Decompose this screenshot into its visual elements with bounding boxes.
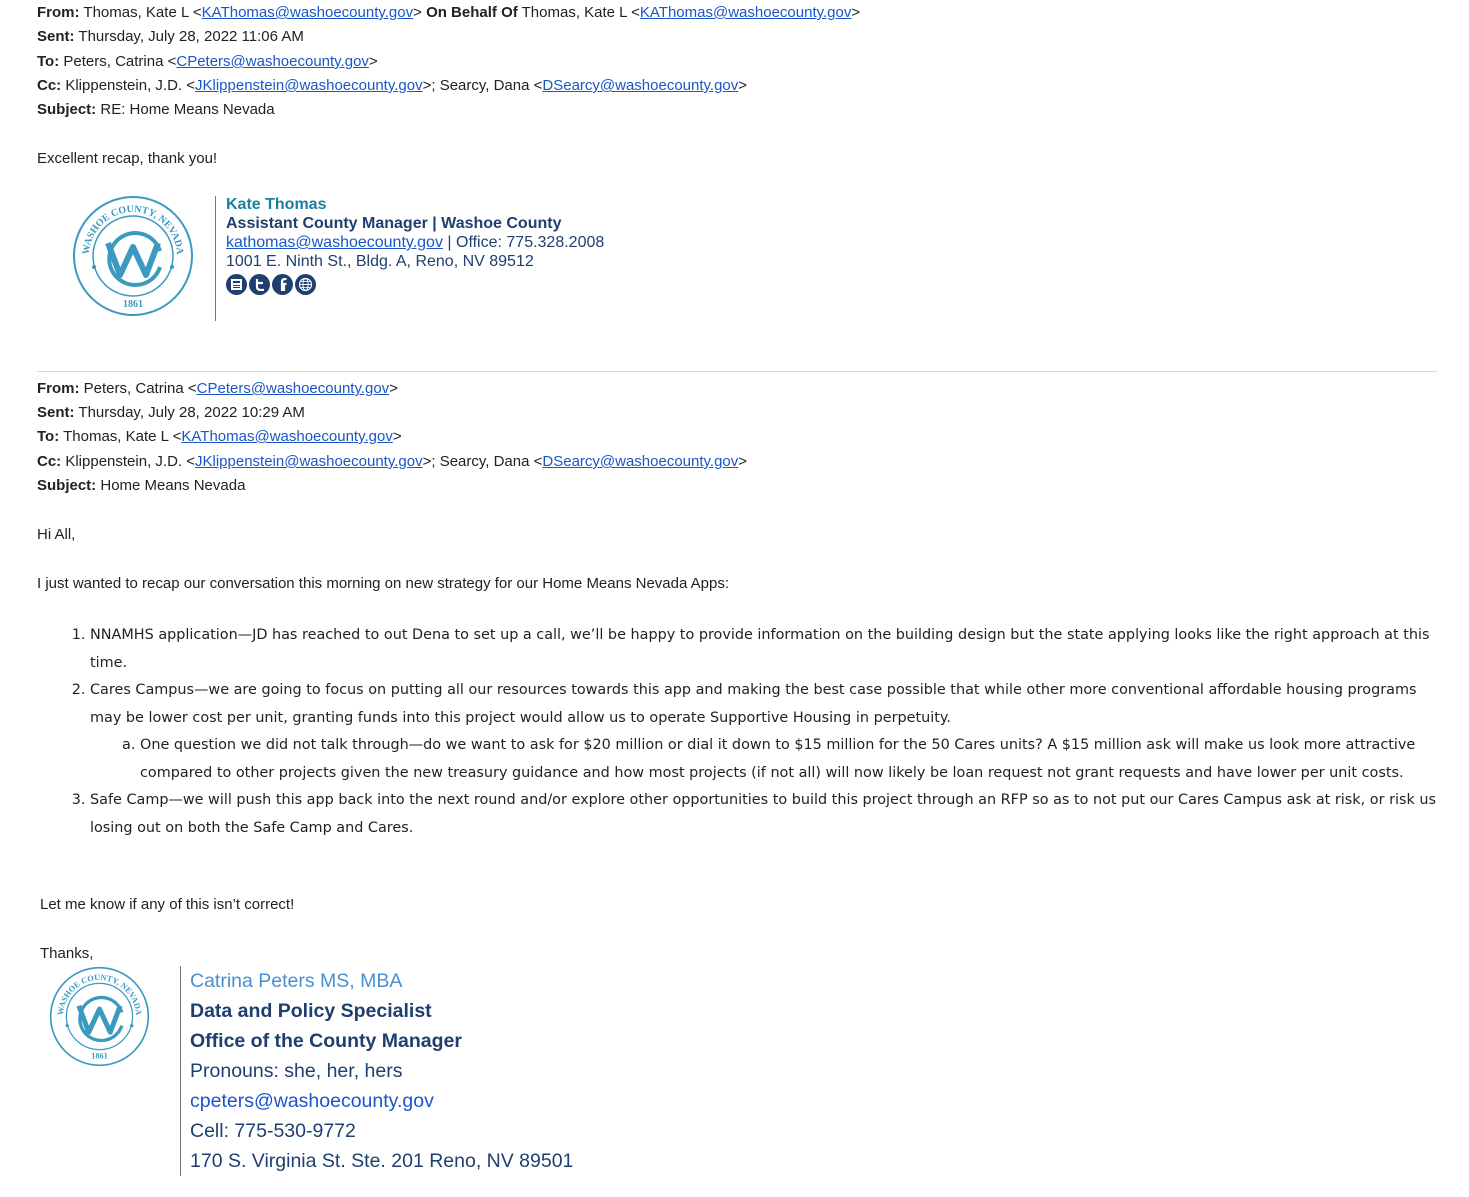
- signature2-office: Office of the County Manager: [190, 1030, 462, 1052]
- subject-value: RE: Home Means Nevada: [100, 101, 275, 118]
- from-label: From:: [37, 380, 80, 397]
- cc-label: Cc:: [37, 77, 62, 94]
- cc-email1-link[interactable]: JKlippenstein@washoecounty.gov: [195, 453, 423, 470]
- cc-name1: Klippenstein, J.D. <: [65, 453, 195, 470]
- signature2-block: [190, 966, 573, 1176]
- signature1-contact: [226, 233, 604, 252]
- facebook-icon[interactable]: [272, 274, 293, 295]
- cc-close: >: [738, 77, 748, 94]
- on-behalf-label: On Behalf Of: [426, 4, 518, 21]
- sent-label: Sent:: [37, 28, 75, 45]
- cc-name1: Klippenstein, J.D. <: [65, 77, 195, 94]
- signature1-office: | Office: 775.328.2008: [442, 234, 605, 251]
- to-close: >: [368, 53, 378, 70]
- email2-intro: I just wanted to recap our conversation this morning on new strategy for our Home Means Nevada Apps:: [37, 575, 730, 592]
- twitter-icon[interactable]: [249, 274, 270, 295]
- signature1-block: [226, 195, 604, 295]
- cc-email2-link[interactable]: DSearcy@washoecounty.gov: [542, 77, 739, 94]
- signature2-email-link[interactable]: cpeters@washoecounty.gov: [190, 1090, 434, 1112]
- from-name: Thomas, Kate L <: [83, 4, 202, 21]
- washoe-county-seal-logo: [49, 966, 150, 1067]
- subject-label: Subject:: [37, 101, 97, 118]
- list-subitem-text: One question we did not talk through—do we want to ask for $20 million or dial it down to $15 million for the 50 Cares units? A $15 million ask will make us look more attractive compared to other projects given the new treasury guidance and how most projects (if not all) will now likely be loan request not grant requests and have lower per unit costs.: [140, 737, 1416, 781]
- email2-greeting: Hi All,: [37, 526, 76, 543]
- cc-email2-link[interactable]: DSearcy@washoecounty.gov: [542, 453, 739, 470]
- cc-close: >: [738, 453, 748, 470]
- email2-sent-line: [37, 401, 305, 425]
- signature2-cell: Cell: 775-530-9772: [190, 1120, 356, 1142]
- from-close: >: [413, 4, 422, 21]
- signature1-name: Kate Thomas: [226, 196, 327, 213]
- email2-from-line: [37, 377, 398, 401]
- list-item-text: NNAMHS application—JD has reached to out Dena to set up a call, we’ll be happy to provide information on the building design but the state applying looks like the right approach at this time.: [90, 627, 1430, 671]
- list-item: [90, 677, 1442, 787]
- email1-sent-line: [37, 25, 304, 49]
- web-icon[interactable]: [295, 274, 316, 295]
- signature2-pronouns: Pronouns: she, her, hers: [190, 1060, 403, 1082]
- from-label: From:: [37, 4, 80, 21]
- signature1-divider: [215, 196, 216, 321]
- seal-year: 1861: [91, 1051, 108, 1061]
- seal-top-text: WASHOE COUNTY, NEVADA: [55, 972, 143, 1016]
- to-name: Thomas, Kate L <: [63, 428, 182, 445]
- email2-closing: Let me know if any of this isn’t correct!: [40, 896, 295, 913]
- signature2-address: 170 S. Virginia St. Ste. 201 Reno, NV 89501: [190, 1150, 574, 1172]
- signature2-title: Data and Policy Specialist: [190, 1000, 432, 1022]
- email1-to-line: [37, 50, 378, 74]
- seal-graphic: [49, 966, 150, 1067]
- to-name: Peters, Catrina <: [63, 53, 177, 70]
- sent-value: Thursday, July 28, 2022 11:06 AM: [78, 28, 304, 45]
- email2-thanks: Thanks,: [40, 945, 94, 962]
- from-name: Peters, Catrina <: [83, 380, 197, 397]
- email2-to-line: [37, 425, 402, 449]
- email2-subject-line: [37, 474, 245, 498]
- signature2-name: Catrina Peters MS, MBA: [190, 970, 403, 992]
- to-email-link[interactable]: KAThomas@washoecounty.gov: [181, 428, 393, 445]
- signature1-email-link[interactable]: kathomas@washoecounty.gov: [226, 234, 443, 251]
- seal-graphic: [72, 195, 194, 317]
- signature2-divider: [180, 966, 181, 1176]
- recap-list: [37, 622, 1442, 842]
- from-email-link[interactable]: KAThomas@washoecounty.gov: [201, 4, 414, 21]
- behalf-name: Thomas, Kate L <: [521, 4, 640, 21]
- behalf-close: >: [851, 4, 861, 21]
- email-separator: [37, 371, 1437, 372]
- list-item: [90, 622, 1442, 677]
- email1-subject-line: [37, 98, 275, 122]
- behalf-email-link[interactable]: KAThomas@washoecounty.gov: [639, 4, 852, 21]
- list-item-text: Cares Campus—we are going to focus on putting all our resources towards this app and making the best case possible that while other more conventional affordable housing programs may be lower cost per unit, granting funds into this project would allow us to operate Supportive Housing in perpetuity.: [90, 682, 1417, 726]
- list-item-text: Safe Camp—we will push this app back into the next round and/or explore other opportunities to build this project through an RFP so as to not put our Cares Campus ask at risk, or risk us losing out on both the Safe Camp and Cares.: [90, 792, 1437, 836]
- list-item: [90, 787, 1442, 842]
- seal-year: 1861: [123, 299, 143, 310]
- email2-cc-line: [37, 450, 747, 474]
- subject-label: Subject:: [37, 477, 97, 494]
- signature1-address: 1001 E. Ninth St., Bldg. A, Reno, NV 89512: [226, 253, 534, 270]
- signature1-title: Assistant County Manager | Washoe County: [226, 215, 562, 232]
- from-email-link[interactable]: CPeters@washoecounty.gov: [196, 380, 390, 397]
- seal-top-text: WASHOE COUNTY, NEVADA: [80, 203, 186, 256]
- cc-mid: >; Searcy, Dana <: [422, 453, 543, 470]
- email1-cc-line: [37, 74, 747, 98]
- to-close: >: [392, 428, 402, 445]
- subject-value: Home Means Nevada: [100, 477, 246, 494]
- to-label: To:: [37, 428, 60, 445]
- to-email-link[interactable]: CPeters@washoecounty.gov: [176, 53, 369, 70]
- cc-label: Cc:: [37, 453, 62, 470]
- email1-from-line: [37, 1, 860, 25]
- news-icon[interactable]: [226, 274, 247, 295]
- signature1-social-icons: [226, 274, 604, 295]
- sent-label: Sent:: [37, 404, 75, 421]
- sent-value: Thursday, July 28, 2022 10:29 AM: [78, 404, 305, 421]
- email1-body: Excellent recap, thank you!: [37, 150, 218, 167]
- cc-mid: >; Searcy, Dana <: [422, 77, 543, 94]
- to-label: To:: [37, 53, 60, 70]
- cc-email1-link[interactable]: JKlippenstein@washoecounty.gov: [195, 77, 423, 94]
- washoe-county-seal-logo: [72, 195, 194, 317]
- list-subitem: [140, 732, 1442, 787]
- from-close: >: [389, 380, 398, 397]
